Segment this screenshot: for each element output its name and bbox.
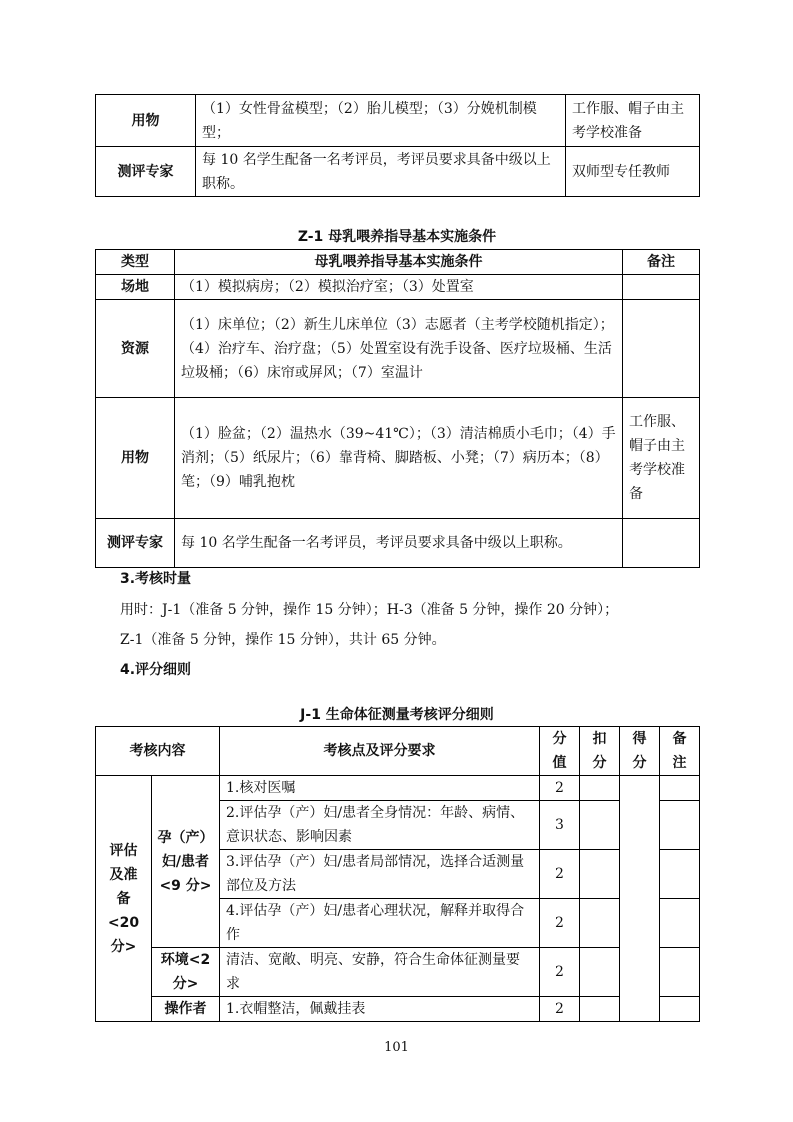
j1-caption: J-1 生命体征测量考核评分细则 [300,707,494,723]
item-deduct [580,948,620,997]
item-remark [660,948,700,997]
section-3-line-1: 用时：J-1（准备 5 分钟，操作 15 分钟）；H-3（准备 5 分钟，操作 20 分钟）； [120,602,619,618]
row-content: 每 10 名学生配备一名考评员，考评员要求具备中级以上职称。 [175,519,623,568]
row-label: 用物 [96,398,175,519]
row-label: 资源 [96,300,175,398]
row-content: （1）女性骨盆模型；（2）胎儿模型；（3）分娩机制模型； [196,95,566,147]
sub-label-environment: 环境<2 分> [152,948,220,997]
item-text: 2.评估孕（产）妇/患者全身情况：年龄、病情、意识状态、影响因素 [220,801,540,850]
item-score: 2 [540,850,580,899]
item-score: 3 [540,801,580,850]
row-label: 测评专家 [96,519,175,568]
z1-table [95,249,700,568]
header-note: 备注 [623,250,700,275]
table-row [96,948,700,997]
header-get: 得分 [620,727,660,776]
item-text: 4.评估孕（产）妇/患者心理状况，解释并取得合作 [220,899,540,948]
item-remark [660,801,700,850]
header-deduct: 扣分 [580,727,620,776]
table-row [96,95,700,147]
item-remark [660,997,700,1022]
item-remark [660,850,700,899]
table-row [96,300,700,398]
item-text: 清洁、宽敞、明亮、安静，符合生命体征测量要求 [220,948,540,997]
header-type: 类型 [96,250,175,275]
section-3-line-2: Z-1（准备 5 分钟，操作 15 分钟），共计 65 分钟。 [120,632,446,648]
row-content: （1）床单位；（2）新生儿床单位（3）志愿者（主考学校随机指定）；（4）治疗车、治疗盘；（5）处置室设有洗手设备、医疗垃圾桶、生活垃圾桶；（6）床帘或屏风；（7）室温计 [175,300,623,398]
item-text: 1.核对医嘱 [220,776,540,801]
header-content: 考核内容 [96,727,220,776]
row-note: 工作服、帽子由主考学校准备 [623,398,700,519]
section-3-heading: 3.考核时量 [120,571,192,587]
table-header-row [96,250,700,275]
item-score: 2 [540,776,580,801]
row-content: 每 10 名学生配备一名考评员，考评员要求具备中级以上职称。 [196,147,566,197]
table-row [96,997,700,1022]
item-get [620,776,660,1022]
row-note: 双师型专任教师 [566,147,700,197]
row-note [623,519,700,568]
table-row [96,519,700,568]
table-header-row [96,727,700,776]
item-text: 1.衣帽整洁，佩戴挂表 [220,997,540,1022]
row-label: 场地 [96,275,175,300]
row-label: 用物 [96,95,196,147]
table-row [96,776,700,801]
table-row [96,275,700,300]
page-number: 101 [384,1040,409,1055]
item-score: 2 [540,997,580,1022]
group-label: 评估及准备<20分> [96,776,152,1022]
item-remark [660,899,700,948]
table-row [96,147,700,197]
item-deduct [580,776,620,801]
item-score: 2 [540,948,580,997]
row-content: （1）脸盆；（2）温热水（39~41℃）；（3）清洁棉质小毛巾；（4）手消剂；（5）纸尿片；（6）靠背椅、脚踏板、小凳；（7）病历本；（8）笔；（9）哺乳抱枕 [175,398,623,519]
sub-label-patient: 孕（产）妇/患者<9 分> [152,776,220,948]
j1-table [95,726,700,1022]
header-content: 母乳喂养指导基本实施条件 [175,250,623,275]
sub-label-operator: 操作者 [152,997,220,1022]
row-note: 工作服、帽子由主考学校准备 [566,95,700,147]
header-remark: 备注 [660,727,700,776]
item-deduct [580,997,620,1022]
item-deduct [580,801,620,850]
header-points: 考核点及评分要求 [220,727,540,776]
item-deduct [580,850,620,899]
row-label: 测评专家 [96,147,196,197]
top-table [95,94,700,197]
z1-caption: Z-1 母乳喂养指导基本实施条件 [297,229,497,245]
item-remark [660,776,700,801]
section-4-heading: 4.评分细则 [120,662,192,678]
table-row [96,398,700,519]
item-deduct [580,899,620,948]
row-note [623,300,700,398]
item-text: 3.评估孕（产）妇/患者局部情况，选择合适测量部位及方法 [220,850,540,899]
item-score: 2 [540,899,580,948]
row-content: （1）模拟病房；（2）模拟治疗室；（3）处置室 [175,275,623,300]
header-score: 分值 [540,727,580,776]
row-note [623,275,700,300]
